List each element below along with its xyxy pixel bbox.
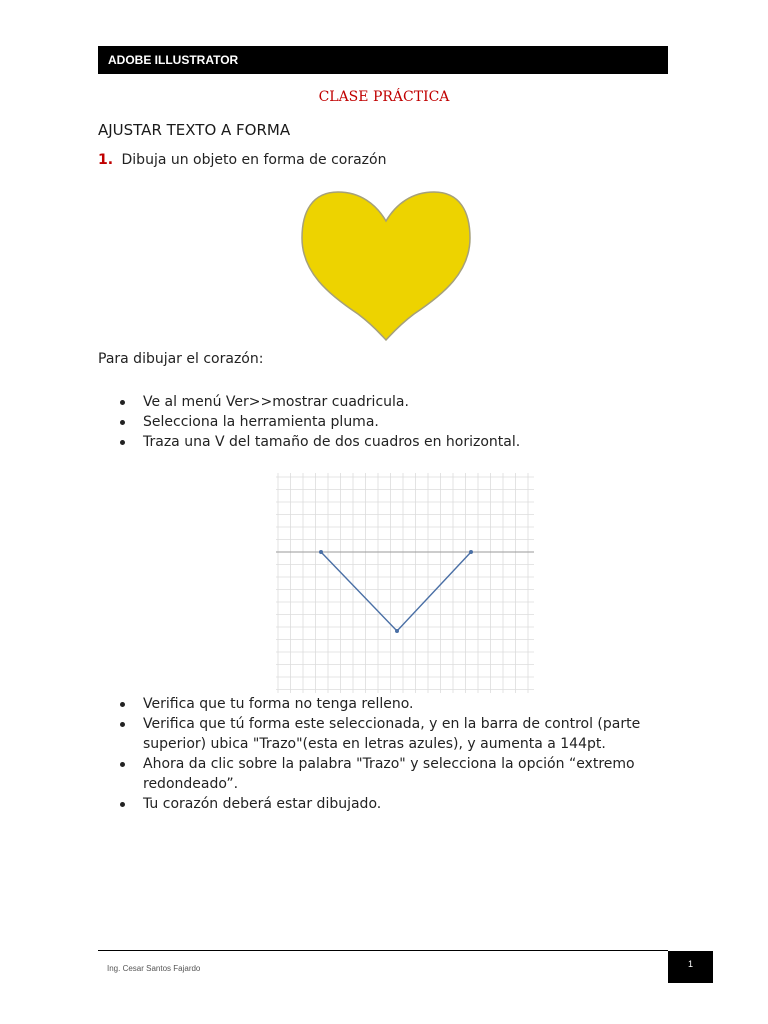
intro-text: Para dibujar el corazón: [98,351,264,367]
anchor-point [395,629,399,633]
step-text: Dibuja un objeto en forma de corazón [121,152,387,168]
section-title: AJUSTAR TEXTO A FORMA [98,121,291,139]
list-item: Tu corazón deberá estar dibujado. [98,794,678,814]
step-1 [98,152,386,168]
list-item: Ahora da clic sobre la palabra "Trazo" y selecciona la opción “extremo redondeado”. [98,754,678,794]
class-title: CLASE PRÁCTICA [318,89,450,105]
header-app-label: ADOBE ILLUSTRATOR [108,53,239,67]
grid-v-path-figure [276,473,534,693]
list-item: Traza una V del tamaño de dos cuadros en horizontal. [98,432,678,452]
heart-illustration [298,190,474,342]
anchor-point [469,550,473,554]
instructions-list-2 [98,694,678,814]
anchor-point [319,550,323,554]
page-number: 1 [668,951,713,983]
v-path [321,552,471,631]
heart-shape [302,192,470,340]
list-item: Ve al menú Ver>>mostrar cuadricula. [98,392,678,412]
list-item: Verifica que tu forma no tenga relleno. [98,694,678,714]
list-item: Verifica que tú forma este seleccionada, y en la barra de control (parte superior) ubica "Trazo"(esta en letras azules), y aumenta a 144pt. [98,714,678,754]
instructions-list-1 [98,392,678,452]
footer-author: Ing. Cesar Santos Fajardo [107,964,201,973]
document-header-bar [98,46,668,74]
grid-lines [276,473,534,693]
step-number: 1. [98,152,114,168]
list-item: Selecciona la herramienta pluma. [98,412,678,432]
footer-divider [98,950,668,951]
